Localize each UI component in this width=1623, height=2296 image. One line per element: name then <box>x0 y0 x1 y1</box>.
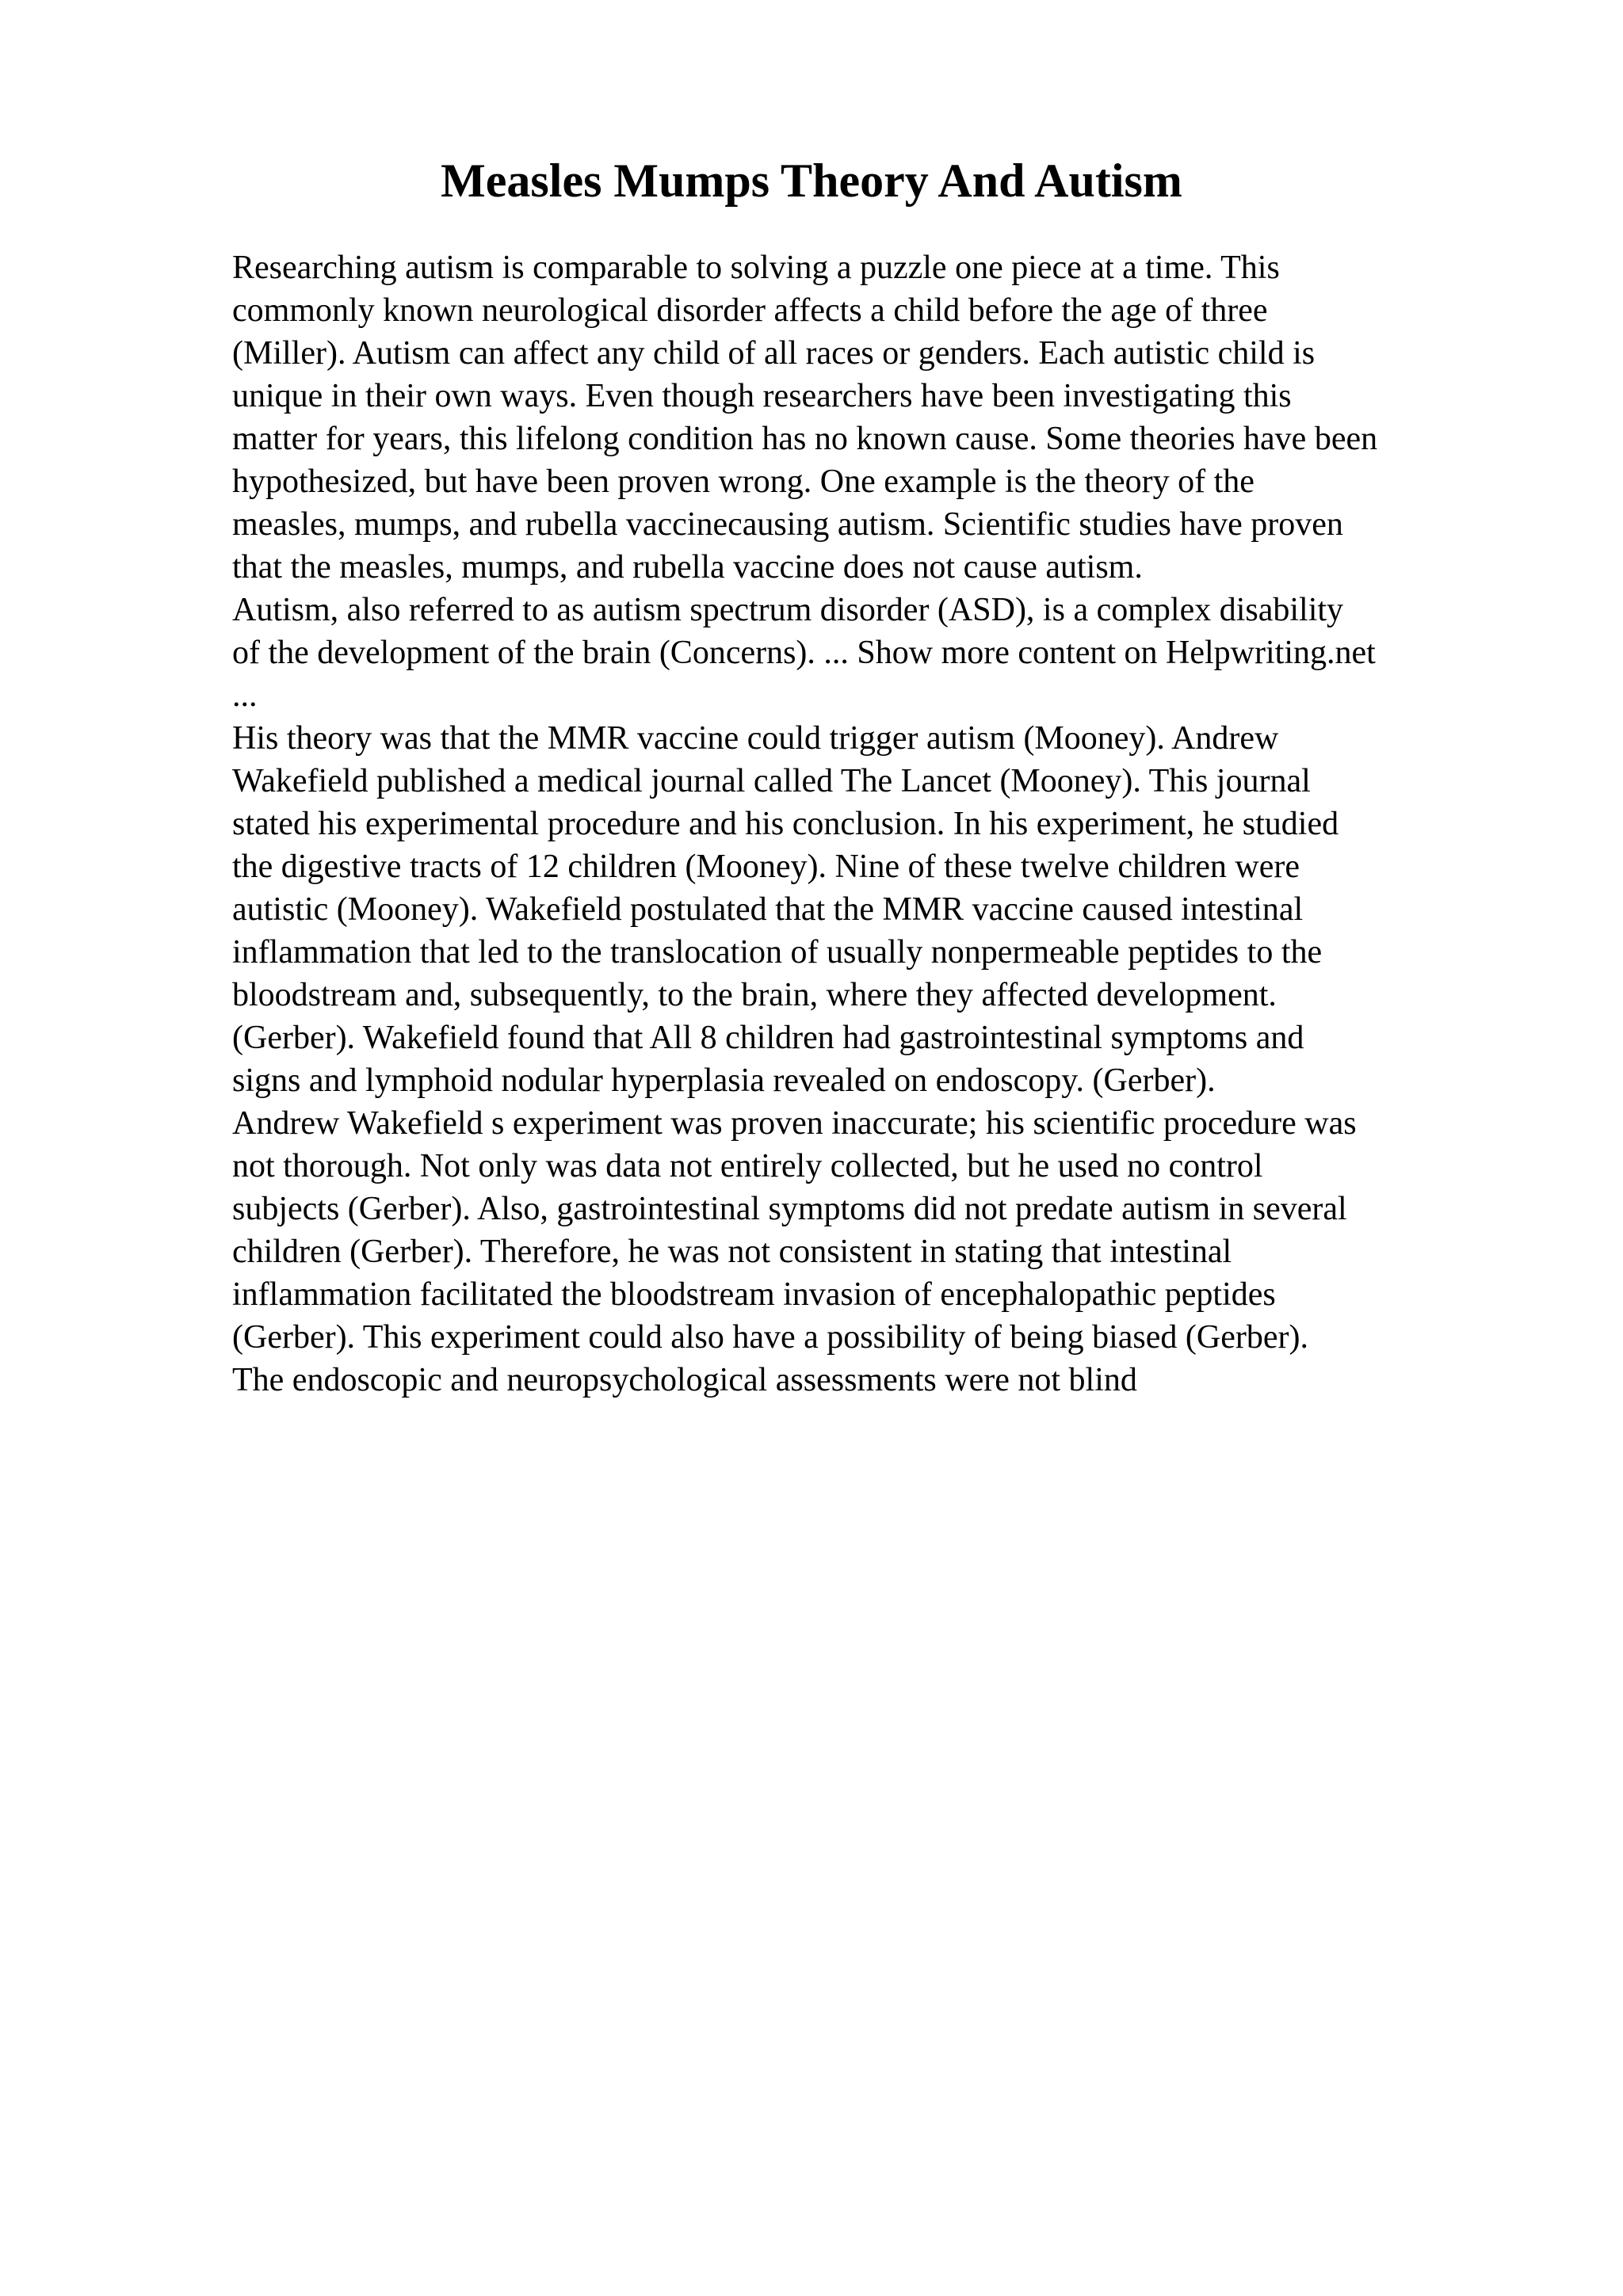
text-line: His theory was that the MMR vaccine could trigger autism (Mooney). Andrew <box>232 720 1279 757</box>
text-line: The endoscopic and neuropsychological assessments were not blind <box>232 1362 1137 1398</box>
text-line: not thorough. Not only was data not entirely collected, but he used no control <box>232 1148 1263 1184</box>
text-line: of the development of the brain (Concerns). ... Show more content on Helpwriting.net <box>232 635 1376 671</box>
text-line: the digestive tracts of 12 children (Mooney). Nine of these twelve children were <box>232 849 1300 885</box>
document-body <box>232 246 1595 1402</box>
text-line: that the measles, mumps, and rubella vaccine does not cause autism. <box>232 549 1143 585</box>
text-line: (Miller). Autism can affect any child of all races or genders. Each autistic child is <box>232 335 1316 372</box>
text-line: Wakefield published a medical journal called The Lancet (Mooney). This journal <box>232 763 1311 799</box>
text-line: inflammation facilitated the bloodstream invasion of encephalopathic peptides <box>232 1276 1276 1313</box>
text-line: matter for years, this lifelong condition has no known cause. Some theories have been <box>232 421 1378 457</box>
text-line: (Gerber). This experiment could also have a possibility of being biased (Gerber). <box>232 1319 1308 1356</box>
text-line: commonly known neurological disorder affects a child before the age of three <box>232 292 1268 329</box>
text-line: inflammation that led to the translocation of usually nonpermeable peptides to the <box>232 934 1323 971</box>
document-title: Measles Mumps Theory And Autism <box>441 154 1182 207</box>
text-line: unique in their own ways. Even though researchers have been investigating this <box>232 378 1292 414</box>
text-line: subjects (Gerber). Also, gastrointestinal symptoms did not predate autism in several <box>232 1191 1347 1227</box>
text-line: Autism, also referred to as autism spectrum disorder (ASD), is a complex disability <box>232 592 1344 628</box>
text-line: hypothesized, but have been proven wrong. One example is the theory of the <box>232 463 1254 500</box>
text-line: measles, mumps, and rubella vaccinecausing autism. Scientific studies have proven <box>232 506 1343 543</box>
text-line: signs and lymphoid nodular hyperplasia revealed on endoscopy. (Gerber). <box>232 1062 1216 1099</box>
text-line: (Gerber). Wakefield found that All 8 children had gastrointestinal symptoms and <box>232 1020 1304 1056</box>
text-line: Andrew Wakefield s experiment was proven inaccurate; his scientific procedure was <box>232 1105 1357 1142</box>
text-line: Researching autism is comparable to solving a puzzle one piece at a time. This <box>232 250 1280 286</box>
text-line: ... <box>232 677 258 714</box>
text-line: autistic (Mooney). Wakefield postulated that the MMR vaccine caused intestinal <box>232 891 1304 928</box>
text-line: children (Gerber). Therefore, he was not consistent in stating that intestinal <box>232 1234 1232 1270</box>
text-line: stated his experimental procedure and his conclusion. In his experiment, he studied <box>232 806 1339 842</box>
text-line: bloodstream and, subsequently, to the brain, where they affected development. <box>232 977 1277 1013</box>
